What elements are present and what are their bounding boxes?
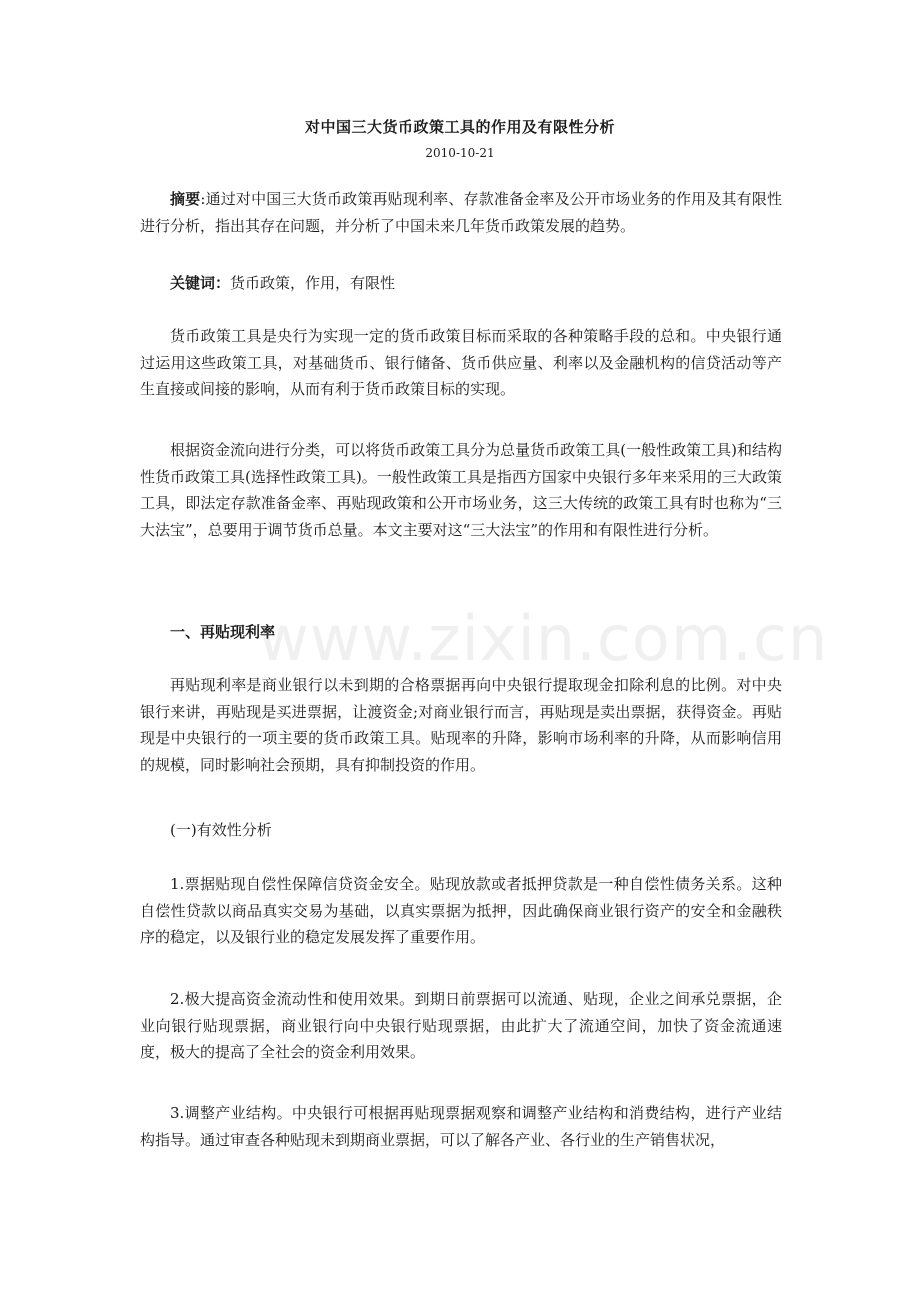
abstract-label: 摘要 (170, 190, 201, 208)
subsection-heading-1: (一)有效性分析 (170, 821, 272, 839)
section-heading-1: 一、再贴现利率 (170, 623, 276, 641)
document-date: 2010-10-21 (425, 146, 495, 160)
list-item-1: 1.票据贴现自偿性保障信贷资金安全。贴现放款或者抵押贷款是一种自偿性债务关系。这种自偿性贷款以商品真实交易为基础，以真实票据为抵押，因此确保商业银行资产的安全和金融秩序的稳定，以及银行业的稳定发展发挥了重要作用。 (140, 875, 782, 946)
abstract-paragraph (140, 186, 782, 239)
keywords-label: 关键词： (170, 274, 231, 292)
keywords-paragraph (140, 270, 782, 297)
paragraph-3: 再贴现利率是商业银行以未到期的合格票据再向中央银行提取现金扣除利息的比例。对中央银行来讲，再贴现是买进票据，让渡资金;对商业银行而言，再贴现是卖出票据，获得资金。再贴现是中央银行的一项主要的货币政策工具。贴现率的升降，影响市场利率的升降，从而影响信用的规模，同时影响社会预期，具有抑制投资的作用。 (140, 676, 782, 774)
abstract-text: :通过对中国三大货币政策再贴现利率、存款准备金率及公开市场业务的作用及其有限性进行分析，指出其存在问题，并分析了中国未来几年货币政策发展的趋势。 (140, 190, 782, 235)
keywords-text: 货币政策，作用，有限性 (230, 274, 396, 292)
paragraph-2: 根据资金流向进行分类，可以将货币政策工具分为总量货币政策工具(一般性政策工具)和结构性货币政策工具(选择性政策工具)。一般性政策工具是指西方国家中央银行多年来采用的三大政策工具，即法定存款准备金率、再贴现政策和公开市场业务，这三大传统的政策工具有时也称为“三大法宝”，总要用于调节货币总量。本文主要对这“三大法宝”的作用和有限性进行分析。 (140, 441, 782, 539)
list-item-3: 3.调整产业结构。中央银行可根据再贴现票据观察和调整产业结构和消费结构，进行产业结构指导。通过审查各种贴现未到期商业票据，可以了解各产业、各行业的生产销售状况， (140, 1104, 782, 1149)
watermark: www.zixin.com.cn (258, 602, 829, 675)
list-item-2: 2.极大提高资金流动性和使用效果。到期日前票据可以流通、贴现，企业之间承兑票据，企业向银行贴现票据，商业银行向中央银行贴现票据，由此扩大了流通空间，加快了资金流通速度，极大的提高了全社会的资金利用效果。 (140, 990, 782, 1061)
document-title: 对中国三大货币政策工具的作用及有限性分析 (304, 118, 615, 136)
paragraph-1: 货币政策工具是央行为实现一定的货币政策目标而采取的各种策略手段的总和。中央银行通过运用这些政策工具，对基础货币、银行储备、货币供应量、利率以及金融机构的信贷活动等产生直接或间接的影响，从而有利于货币政策目标的实现。 (140, 327, 782, 398)
